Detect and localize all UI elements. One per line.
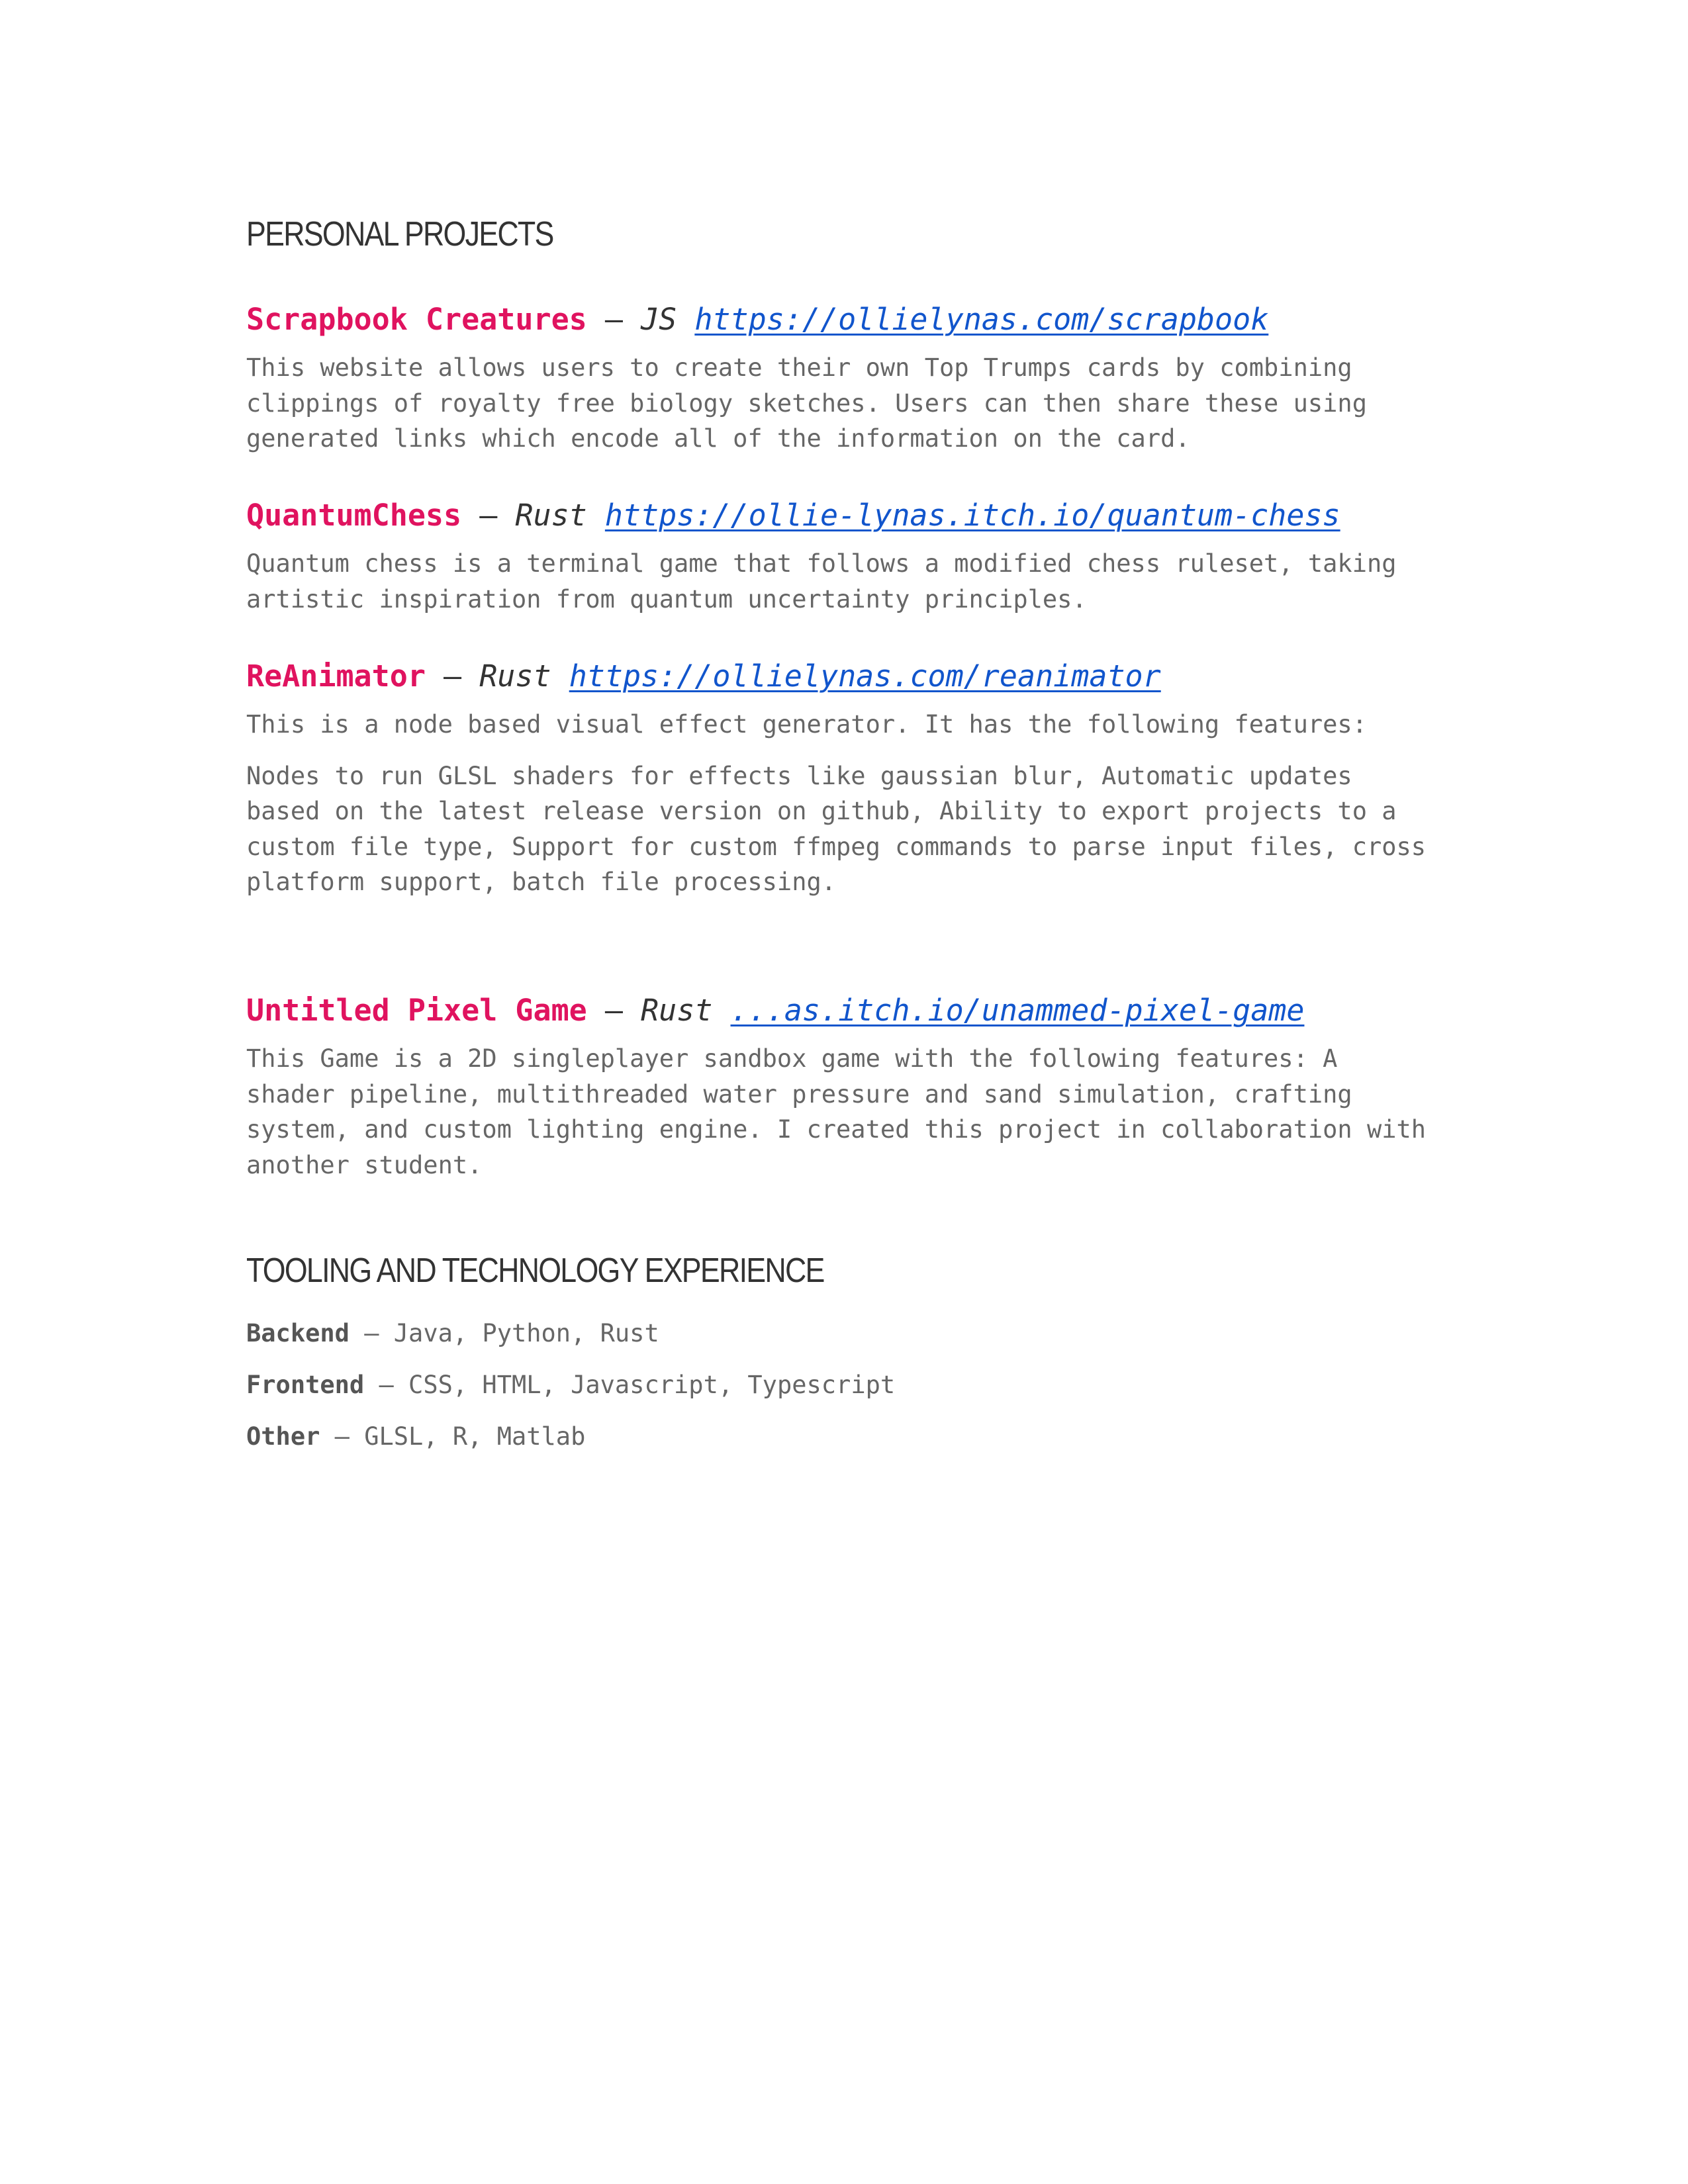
project-link[interactable]: https://ollielynas.com/reanimator <box>569 659 1161 694</box>
project-separator: – <box>586 302 641 337</box>
project-feature-list: Nodes to run GLSL shaders for effects like gaussian blur, Automatic updates based on the latest release version on github, Ability to export projects to a custom file type, Support for custom ffmpeg commands to parse input files, cross platform support, batch file processing. <box>246 761 1427 896</box>
skill-row-other <box>246 1424 585 1449</box>
project-scrapbook-creatures <box>246 304 1464 457</box>
tooling-heading: TOOLING AND TECHNOLOGY EXPERIENCE <box>246 1251 824 1290</box>
project-title-line <box>246 659 1464 694</box>
project-separator: – <box>425 659 480 694</box>
skill-value: – Java, Python, Rust <box>349 1319 659 1347</box>
project-link[interactable]: https://ollie-lynas.itch.io/quantum-chess <box>604 498 1340 533</box>
project-language: Rust <box>479 659 551 694</box>
personal-projects-heading: PERSONAL PROJECTS <box>246 215 553 253</box>
project-language: Rust <box>641 993 713 1028</box>
project-separator: – <box>586 993 641 1028</box>
project-title-line <box>246 498 1464 533</box>
project-description: This Game is a 2D singleplayer sandbox game with the following features: A shader pipeline, multithreaded water pressure and sand simulation, crafting system, and custom lighting engine. I created this project in collaboration with another student. <box>246 1044 1427 1179</box>
project-separator: – <box>461 498 516 533</box>
skill-label: Frontend <box>246 1371 365 1399</box>
project-description: Quantum chess is a terminal game that follows a modified chess ruleset, taking artistic inspiration from quantum uncertainty principles. <box>246 549 1397 614</box>
skill-value: – CSS, HTML, Javascript, Typescript <box>364 1371 896 1399</box>
skill-row-frontend <box>246 1373 895 1397</box>
project-quantum-chess <box>246 500 1464 617</box>
project-untitled-pixel-game <box>246 995 1464 1183</box>
project-link[interactable]: ...as.itch.io/unammed-pixel-game <box>730 993 1305 1028</box>
skill-label: Backend <box>246 1319 350 1347</box>
project-title-line <box>246 993 1464 1028</box>
project-name: Untitled Pixel Game <box>246 993 587 1028</box>
project-description: This is a node based visual effect generator. It has the following features: <box>246 710 1367 739</box>
project-name: ReAnimator <box>246 659 426 694</box>
project-language: JS <box>641 302 677 337</box>
project-name: Scrapbook Creatures <box>246 302 587 337</box>
skill-row-backend <box>246 1321 659 1345</box>
project-language: Rust <box>515 498 587 533</box>
project-reanimator <box>246 661 1464 900</box>
project-title-line <box>246 302 1464 337</box>
skill-label: Other <box>246 1422 320 1451</box>
skill-value: – GLSL, R, Matlab <box>320 1422 586 1451</box>
project-link[interactable]: https://ollielynas.com/scrapbook <box>694 302 1269 337</box>
project-description: This website allows users to create their own Top Trumps cards by combining clippings of royalty free biology sketches. Users can then share these using generated links which encode all of the information on the card. <box>246 353 1367 453</box>
project-name: QuantumChess <box>246 498 462 533</box>
